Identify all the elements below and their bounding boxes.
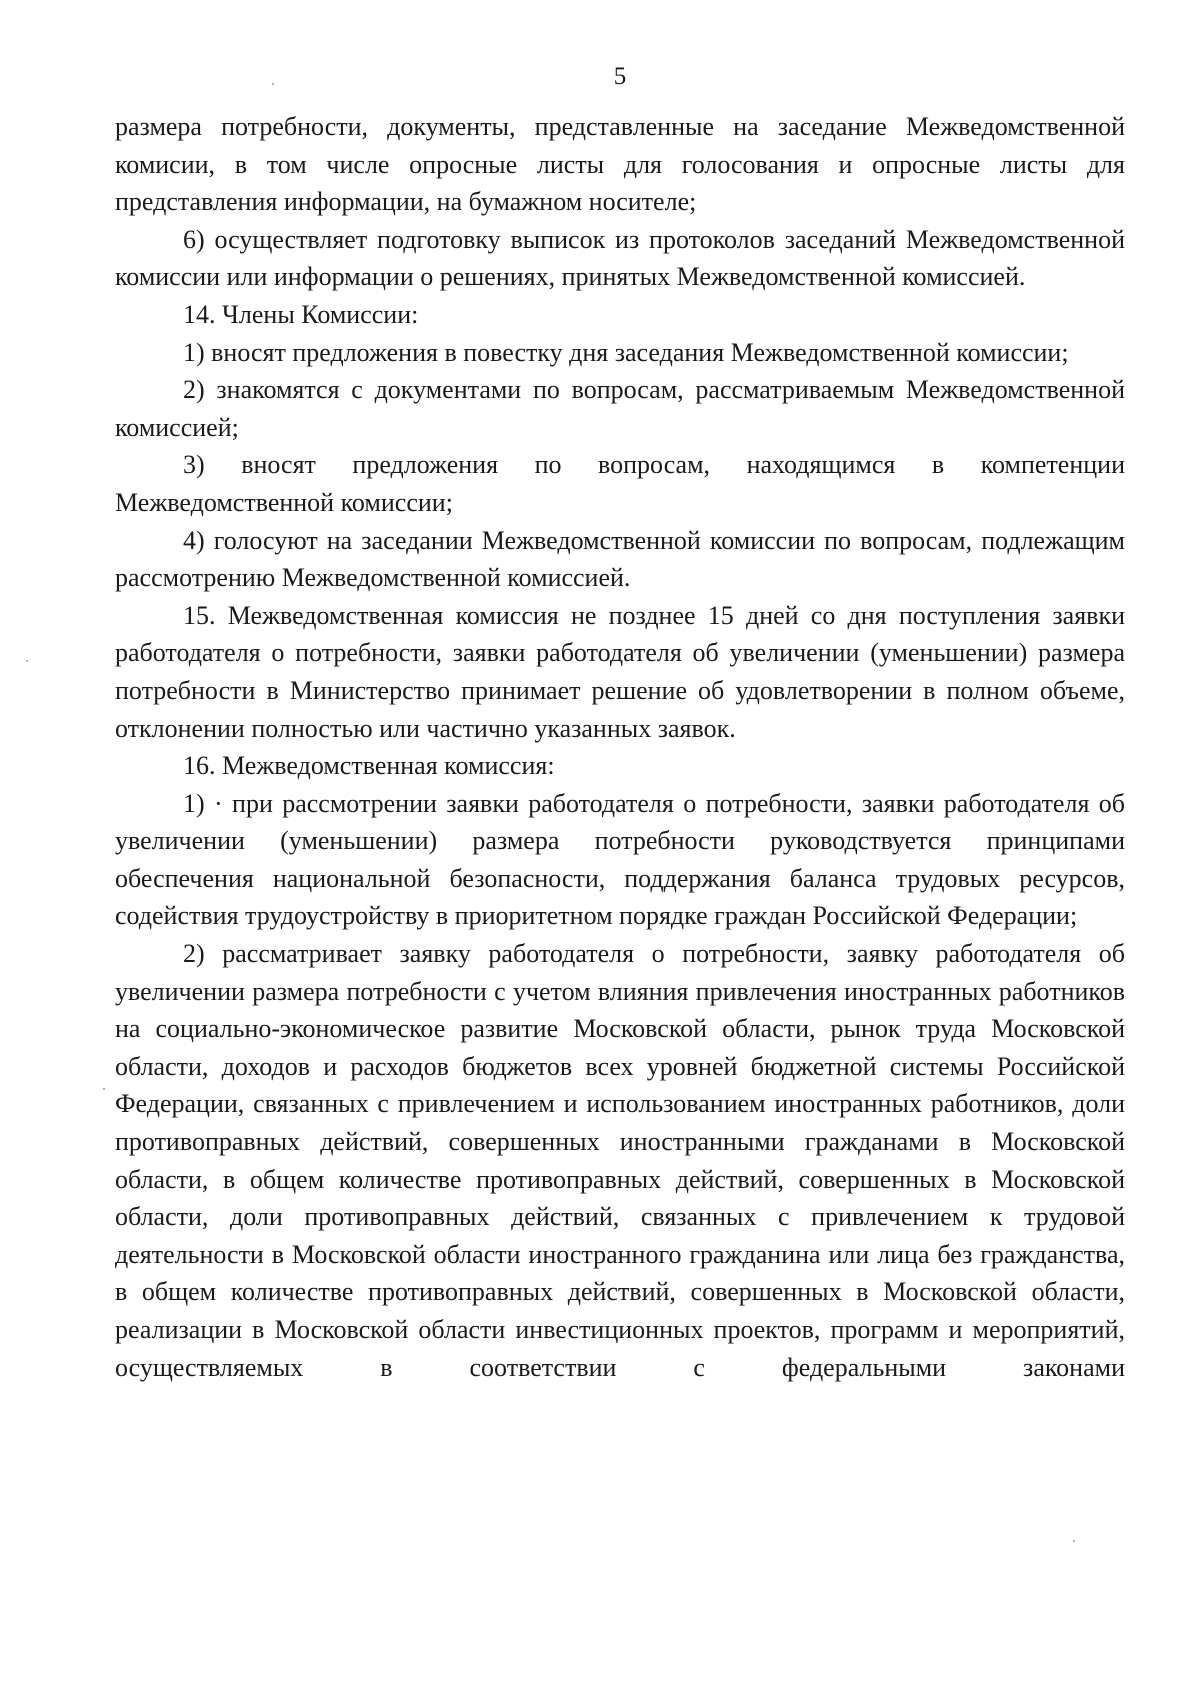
scan-speck: [26, 660, 28, 662]
paragraph-14-item-2: 2) знакомятся с документами по вопросам, рассматриваемым Межведомственной комиссией;: [115, 375, 1125, 442]
paragraph-section-15: 15. Межведомственная комиссия не позднее 15 дней со дня поступления заявки работодателя о потребности, заявки работодателя об увеличении (уменьшении) размера потребности в Министерство принимает решение об удовлетворении в полном объеме, отклонении полностью или частично указанных заявок.: [115, 600, 1125, 743]
scan-speck: [103, 1088, 105, 1090]
scan-speck: [272, 83, 274, 85]
page-number: 5: [613, 63, 627, 90]
document-body: [115, 108, 1125, 1386]
scan-speck: [1073, 1540, 1075, 1542]
paragraph-section-16: 16. Межведомственная комиссия:: [183, 751, 555, 781]
paragraph-continuation: размера потребности, документы, представленные на заседание Межведомственной комиcии, в том числе опросные листы для голосования и опросные листы для представления информации, на бумажном носителе;: [115, 112, 1125, 217]
paragraph-item-6: 6) осуществляет подготовку выписок из протоколов заседаний Межведомственной комиссии или информации о решениях, принятых Межведомственной комиссией.: [115, 224, 1125, 292]
paragraph-section-14: 14. Члены Комиссии:: [183, 299, 419, 329]
paragraph-14-item-3: 3) вносят предложения по вопросам, находящимся в компетенции Межведомственной комиссии;: [115, 450, 1125, 517]
paragraph-14-item-1: 1) вносят предложения в повестку дня заседания Межведомственной комиссии;: [183, 337, 1069, 367]
paragraph-16-item-1: 1) · при рассмотрении заявки работодателя о потребности, заявки работодателя об увеличении (уменьшении) размера потребности руководствуется принципами обеспечения национальной безопасности, поддержания баланса трудовых ресурсов, содействия трудоустройству в приоритетном порядке граждан Российской Федерации;: [115, 788, 1125, 931]
paragraph-14-item-4: 4) голосуют на заседании Межведомственной комиссии по вопросам, подлежащим рассмотрению Межведомственной комиссией.: [115, 525, 1125, 593]
paragraph-16-item-2: 2) рассматривает заявку работодателя о потребности, заявку работодателя об увеличении размера потребности с учетом влияния привлечения иностранных работников на социально-экономическое развитие Московской области, рынок труда Московской области, доходов и расходов бюджетов всех уровней бюджетной системы Российской Федерации, связанных с привлечением и использованием иностранных работников, доли противоправных действий, совершенных иностранными гражданами в Московской области, в общем количестве противоправных действий, совершенных в Московской области, доли противоправных действий, связанных с привлечением к трудовой деятельности в Московской области иностранного гражданина или лица без гражданства, в общем количестве противоправных действий, совершенных в Московской области, реализации в Московской области инвестиционных проектов, программ и мероприятий, осуществляемых в соответствии с федеральными законами: [115, 939, 1125, 1382]
